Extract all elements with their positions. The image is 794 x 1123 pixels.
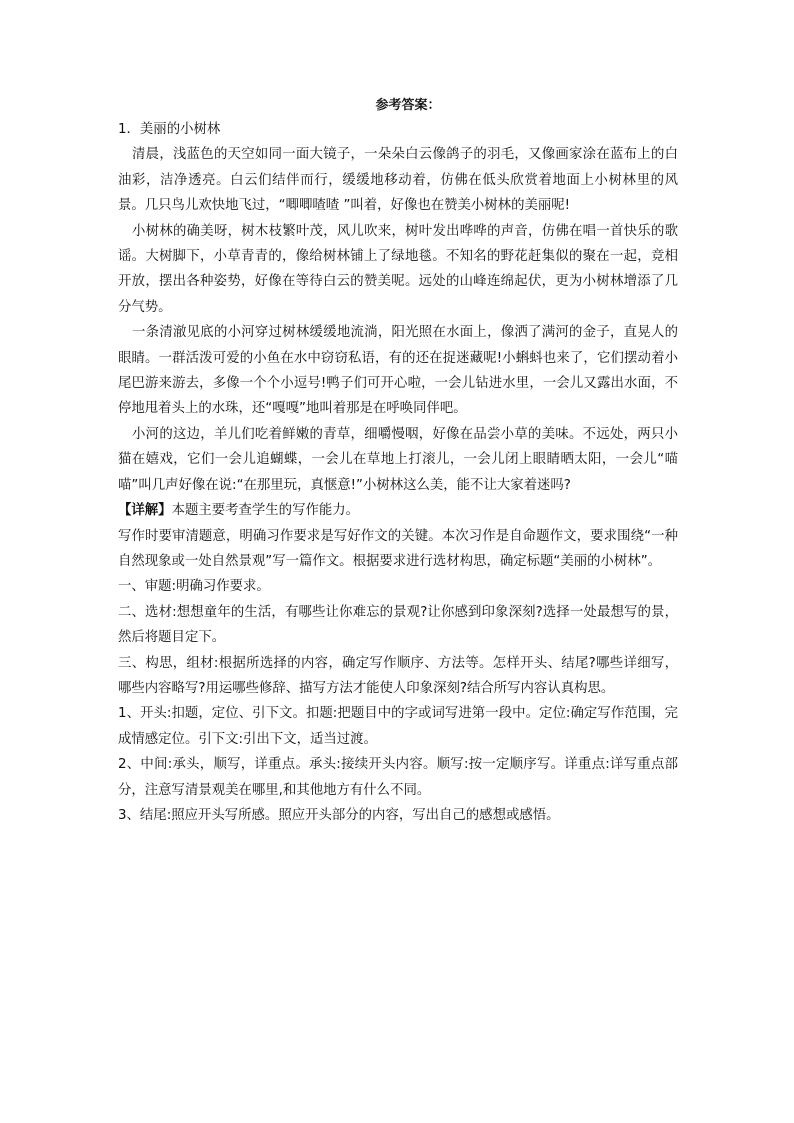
essay-heading: 1．美丽的小树林 <box>118 122 221 137</box>
explanation-line-2: 一、审题:明确习作要求。 <box>118 579 270 595</box>
explanation-line-5: 1、开头:扣题，定位、引下文。扣题:把题目中的字或词写进第一段中。定位:确定写作范围，完成情感定位。引下文:引出下文，适当过渡。 <box>118 706 678 747</box>
explanation-line-7: 3、结尾:照应开头写所感。照应开头部分的内容，写出自己的感想或感悟。 <box>118 807 560 823</box>
page-title: 参考答案： <box>375 98 441 113</box>
essay-paragraph-3: 一条清澈见底的小河穿过树林缓缓地流淌，阳光照在水面上，像洒了满河的金子，直晃人的眼睛。一群活泼可爱的小鱼在水中窃窃私语，有的还在捉迷藏呢!小蝌蚪也来了，它们摆动着小尾巴游来游去，多像一个个小逗号!鸭子们可开心啦，一会儿钻进水里，一会儿又露出水面，不停地甩着头上的水珠，还“嘎嘎”地叫着那是在呼唤同伴吧。 <box>118 325 678 417</box>
explanation-line-3: 二、选材:想想童年的生活，有哪些让你难忘的景观?让你感到印象深刻?选择一处最想写的景，然后将题目定下。 <box>118 604 678 646</box>
explanation-intro: 本题主要考查学生的写作能力。 <box>171 503 360 519</box>
explanation-line-4: 三、构思，组材:根据所选择的内容，确定写作顺序、方法等。怎样开头、结尾?哪些详细写，哪些内容略写?用运哪些修辞、描写方法才能使人印象深刻?结合所写内容认真构思。 <box>118 655 678 696</box>
essay-paragraph-1: 清晨，浅蓝色的天空如同一面大镜子，一朵朵白云像鸽子的羽毛，又像画家涂在蓝布上的白油彩，洁净透亮。白云们结伴而行，缓缓地移动着，仿佛在低头欣赏着地面上小树林里的风景。几只鸟儿欢快地飞过，“唧唧喳喳 ”叫着，好像也在赞美小树林的美丽呢! <box>118 147 678 214</box>
explanation-line-1: 写作时要审清题意，明确习作要求是写好作文的关键。本次习作是自命题作文，要求围绕“一种自然现象或一处自然景观”写一篇作文。根据要求进行选材构思，确定标题“美丽的小树林”。 <box>118 528 678 569</box>
explanation-label: 【详解】 <box>118 503 172 519</box>
essay-paragraph-2: 小树林的确美呀，树木枝繁叶茂，风儿吹来，树叶发出哗哗的声音，仿佛在唱一首快乐的歌谣。大树脚下，小草青青的，像给树林铺上了绿地毯。不知名的野花赶集似的聚在一起，竞相开放，摆出各种姿势，好像在等待白云的赞美呢。远处的山峰连绵起伏，更为小树林增添了几分气势。 <box>118 223 678 315</box>
explanation-line-6: 2、中间:承头，顺写，详重点。承头:接续开头内容。顺写:按一定顺序写。详重点:详写重点部分，注意写清景观美在哪里,和其他地方有什么不同。 <box>118 757 678 798</box>
explanation-intro-line <box>118 498 678 523</box>
answer-page <box>118 96 678 828</box>
essay-paragraph-4: 小河的这边，羊儿们吃着鲜嫩的青草，细嚼慢咽，好像在品尝小草的美味。不远处，两只小猫在嬉戏，它们一会儿追蝴蝶，一会儿在草地上打滚儿，一会儿闭上眼睛晒太阳，一会儿“喵喵”叫几声好像在说:“在那里玩，真惬意!”小树林这么美，能不让大家着迷吗? <box>118 426 678 493</box>
